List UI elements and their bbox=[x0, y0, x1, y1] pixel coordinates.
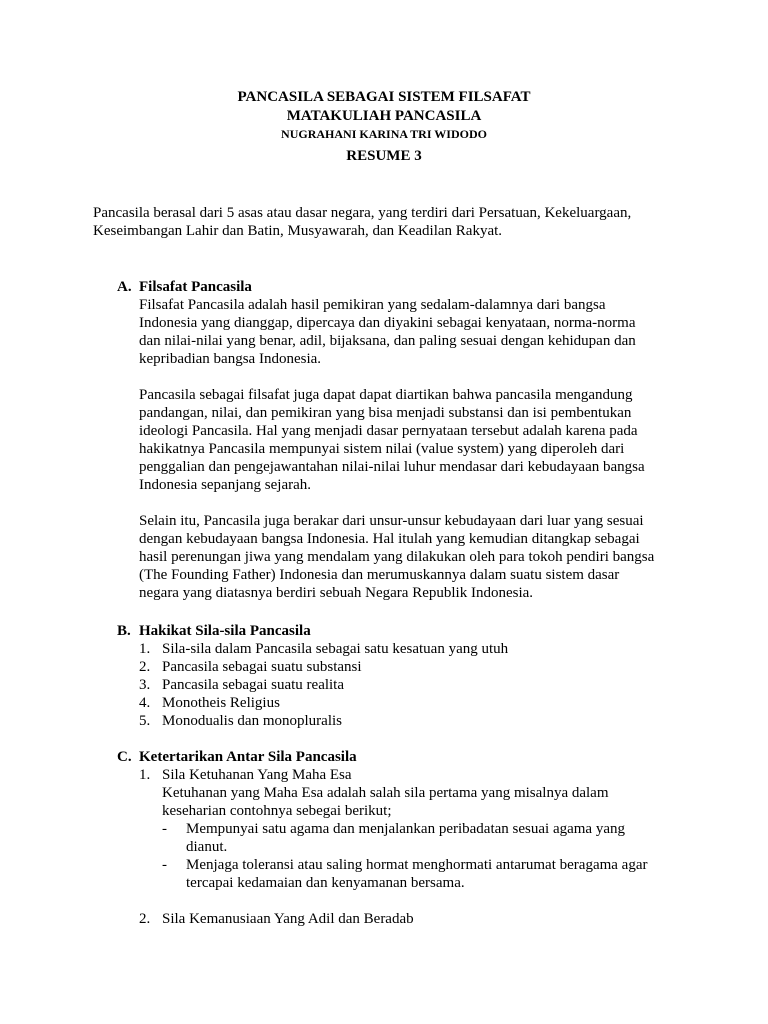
text-line: Indonesia sepanjang sejarah. bbox=[139, 477, 312, 493]
text-line: Selain itu, Pancasila juga berakar dari unsur-unsur kebudayaan dari luar yang sesuai bbox=[139, 513, 644, 529]
list-item: 4. Monotheis Religius bbox=[139, 695, 280, 711]
text-line: hakikatnya Pancasila mempunyai sistem nilai (value system) yang diperoleh dari bbox=[139, 441, 625, 457]
list-item: 1. Sila-sila dalam Pancasila sebagai satu kesatuan yang utuh bbox=[139, 641, 509, 657]
text-line: pandangan, nilai, dan pemikiran yang bisa menjadi substansi dan isi pembentukan bbox=[139, 405, 632, 421]
course-name: MATAKULIAH PANCASILA bbox=[286, 108, 482, 124]
section-c-heading bbox=[117, 748, 687, 766]
text-line: dan nilai-nilai yang benar, adil, bijaksana, dan paling sesuai dengan kehidupan dan bbox=[139, 333, 636, 349]
author-name: NUGRAHANI KARINA TRI WIDODO bbox=[281, 127, 487, 141]
text-line: Pancasila sebagai filsafat juga dapat dapat diartikan bahwa pancasila mengandung bbox=[139, 387, 633, 403]
paragraph bbox=[139, 296, 687, 368]
section-a bbox=[117, 278, 687, 602]
document-header bbox=[0, 88, 768, 142]
list-item: 2. Pancasila sebagai suatu substansi bbox=[139, 659, 362, 675]
list-item: 3. Pancasila sebagai suatu realita bbox=[139, 677, 345, 693]
text-line: Indonesia yang dianggap, dipercaya dan diyakini sebagai kenyataan, norma-norma bbox=[139, 315, 636, 331]
section-b bbox=[117, 622, 687, 730]
resume-label: RESUME 3 bbox=[346, 148, 422, 164]
section-title: Hakikat Sila-sila Pancasila bbox=[139, 623, 311, 639]
text-line: keseharian contohnya sebegai berikut; bbox=[162, 803, 392, 819]
item-description bbox=[162, 784, 687, 892]
text-line: Filsafat Pancasila adalah hasil pemikiran yang sedalam-dalamnya dari bangsa bbox=[139, 297, 606, 313]
text-line: (The Founding Father) Indonesia dan merumuskannya dalam suatu sistem dasar bbox=[139, 567, 620, 583]
bullet-item: - Mempunyai satu agama dan menjalankan peribadatan sesuai agama yang dianut. bbox=[162, 821, 625, 855]
section-b-heading bbox=[117, 622, 687, 640]
bullet-item: - Menjaga toleransi atau saling hormat menghormati antarumat beragama agar tercapai kedamaian dan kenyamanan bersama. bbox=[162, 857, 648, 891]
text-line: hasil perenungan jiwa yang mendalam yang dilakukan oleh para tokoh pendiri bangsa bbox=[139, 549, 655, 565]
section-letter: B. bbox=[117, 623, 131, 639]
section-letter: C. bbox=[117, 749, 132, 765]
text-line: ideologi Pancasila. Hal yang menjadi dasar pernyataan tersebut adalah karena pada bbox=[139, 423, 638, 439]
paragraph bbox=[139, 386, 687, 494]
section-title: Ketertarikan Antar Sila Pancasila bbox=[139, 749, 357, 765]
list-item: 1. Sila Ketuhanan Yang Maha Esa bbox=[139, 767, 352, 783]
section-c bbox=[117, 748, 687, 928]
list-item: 5. Monodualis dan monopluralis bbox=[139, 713, 342, 729]
intro-line: Pancasila berasal dari 5 asas atau dasar negara, yang terdiri dari Persatuan, Kekeluargaan, bbox=[93, 205, 632, 221]
intro-line: Keseimbangan Lahir dan Batin, Musyawarah, dan Keadilan Rakyat. bbox=[93, 223, 503, 239]
numbered-list bbox=[139, 640, 687, 730]
text-line: negara yang diatasnya berdiri sebuah Negara Republik Indonesia. bbox=[139, 585, 534, 601]
text-line: Ketuhanan yang Maha Esa adalah salah sila pertama yang misalnya dalam bbox=[162, 785, 609, 801]
section-title: Filsafat Pancasila bbox=[139, 279, 252, 295]
list-item: 2. Sila Kemanusiaan Yang Adil dan Beradab bbox=[139, 911, 414, 927]
text-line: penggalian dan pengejawantahan nilai-nilai luhur mendasar dari kebudayaan bangsa bbox=[139, 459, 645, 475]
text-line: kepribadian bangsa Indonesia. bbox=[139, 351, 322, 367]
paragraph bbox=[139, 512, 687, 602]
section-a-heading bbox=[117, 278, 687, 296]
intro-paragraph bbox=[93, 204, 683, 240]
document-title: PANCASILA SEBAGAI SISTEM FILSAFAT bbox=[237, 89, 531, 105]
section-letter: A. bbox=[117, 279, 132, 295]
text-line: dengan kebudayaan bangsa Indonesia. Hal itulah yang kemudian ditangkap sebagai bbox=[139, 531, 640, 547]
